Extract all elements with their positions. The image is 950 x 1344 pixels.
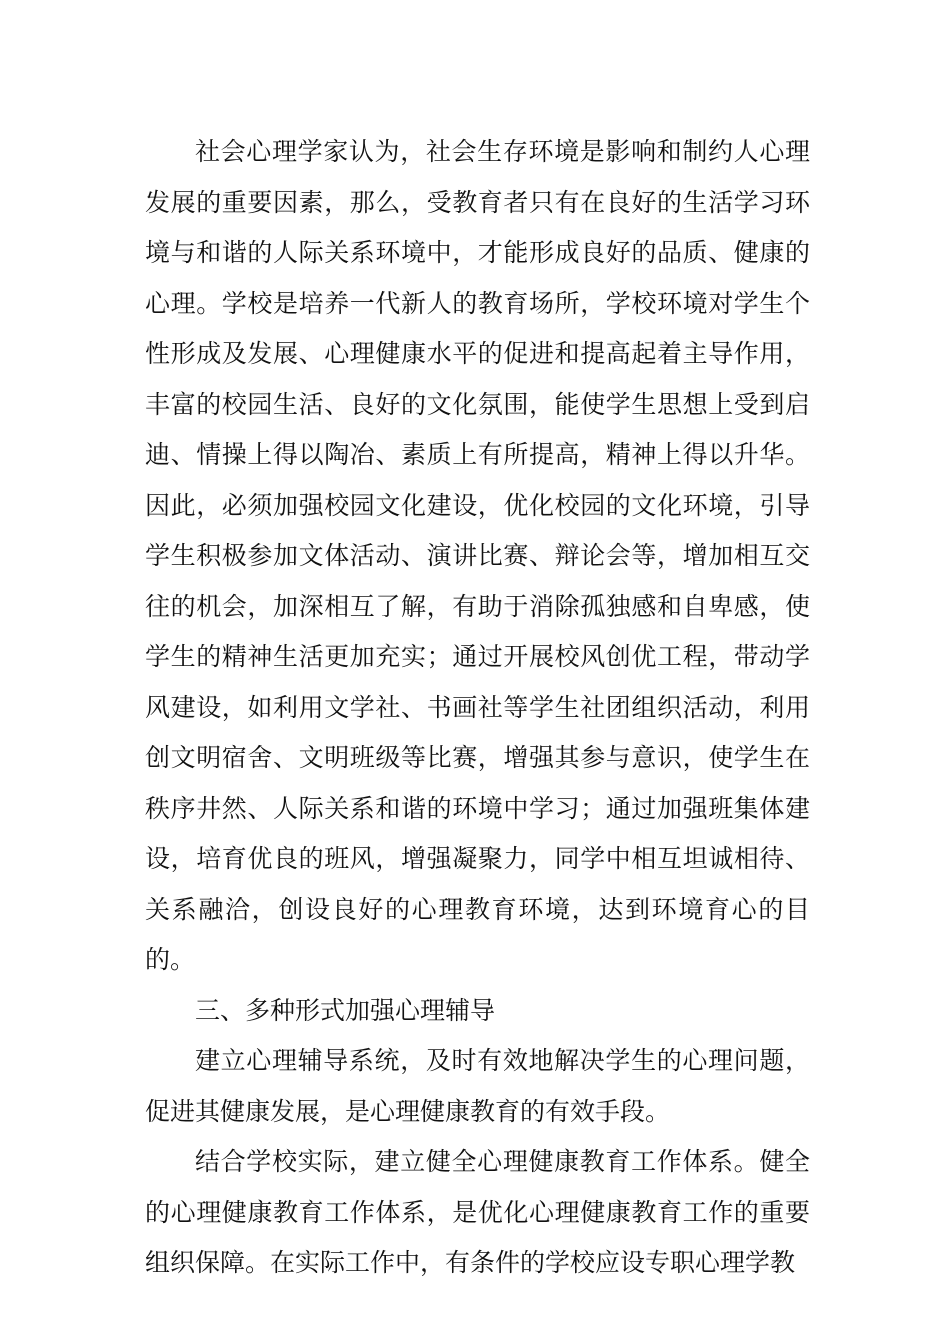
section-heading-counseling: 三、多种形式加强心理辅导 [195,995,496,1025]
document-body [145,127,810,1289]
paragraph-work-system: 结合学校实际，建立健全心理健康教育工作体系。健全的心理健康教育工作体系，是优化心理健康教育工作的重要组织保障。在实际工作中，有条件的学校应设专职心理学教 [145,1147,810,1277]
paragraph-campus-environment: 社会心理学家认为，社会生存环境是影响和制约人心理发展的重要因素，那么，受教育者只有在良好的生活学习环境与和谐的人际关系环境中，才能形成良好的品质、健康的心理。学校是培养一代新人的教育场所，学校环境对学生个性形成及发展、心理健康水平的促进和提高起着主导作用，丰富的校园生活、良好的文化氛围，能使学生思想上受到启迪、情操上得以陶冶、素质上有所提高，精神上得以升华。因此，必须加强校园文化建设，优化校园的文化环境，引导学生积极参加文体活动、演讲比赛、辩论会等，增加相互交往的机会，加深相互了解，有助于消除孤独感和自卑感，使学生的精神生活更加充实；通过开展校风创优工程，带动学风建设，如利用文学社、书画社等学生社团组织活动，利用创文明宿舍、文明班级等比赛，增强其参与意识，使学生在秩序井然、人际关系和谐的环境中学习；通过加强班集体建设，培育优良的班风，增强凝聚力，同学中相互坦诚相待、关系融洽，创设良好的心理教育环境，达到环境育心的目的。 [145,137,810,974]
paragraph-counseling-system: 建立心理辅导系统，及时有效地解决学生的心理问题，促进其健康发展，是心理健康教育的有效手段。 [145,1046,810,1126]
